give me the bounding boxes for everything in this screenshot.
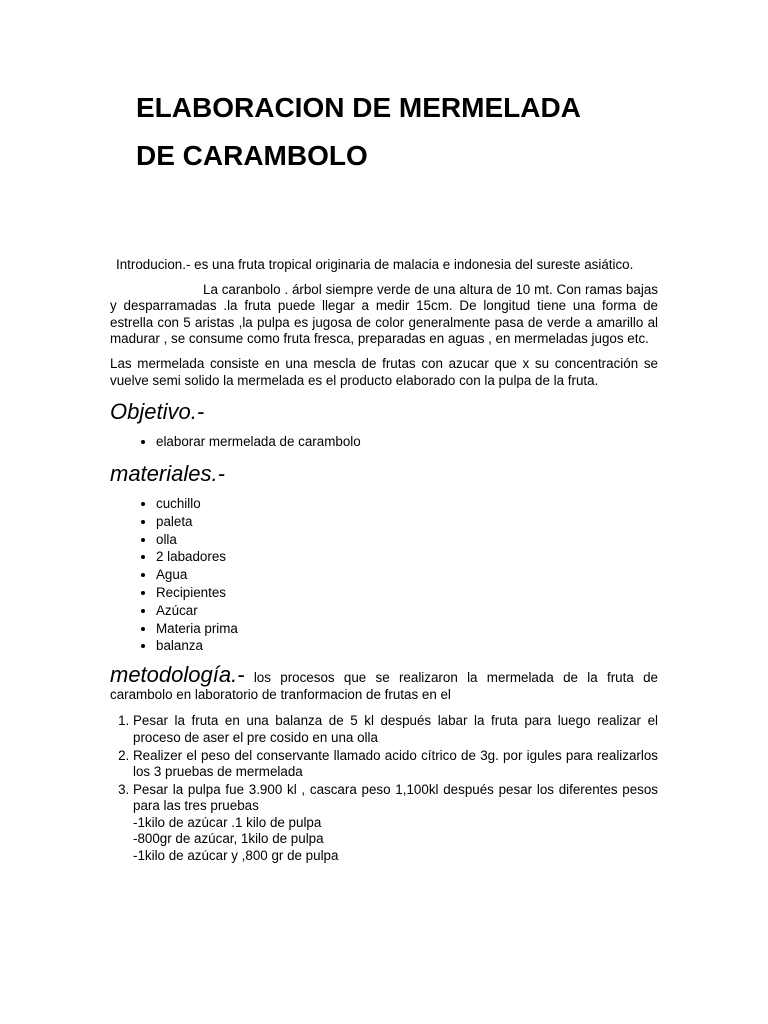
step-item bbox=[133, 713, 658, 746]
metodologia-steps bbox=[110, 713, 658, 864]
materiales-item: • Agua bbox=[156, 566, 658, 584]
title-line-2: DE CARAMBOLO bbox=[136, 140, 368, 171]
materiales-heading: materiales.- bbox=[110, 460, 225, 486]
materiales-item: • balanza bbox=[156, 637, 658, 655]
materiales-list bbox=[110, 495, 658, 655]
objetivo-heading: Objetivo.- bbox=[110, 399, 205, 425]
step-subline: -800gr de azúcar, 1kilo de pulpa bbox=[133, 831, 324, 847]
step-subline: -1kilo de azúcar y ,800 gr de pulpa bbox=[133, 848, 339, 864]
step-subline: -1kilo de azúcar .1 kilo de pulpa bbox=[133, 814, 322, 830]
intro-paragraph-3: Las mermelada consiste en una mescla de frutas con azucar que x su concentración se vuelve semi solido la mermelada es el producto elaborado con la pulpa de la fruta. bbox=[110, 355, 658, 388]
materiales-item: • cuchillo bbox=[156, 495, 658, 513]
document-body bbox=[110, 257, 658, 866]
step-text: Realizer el peso del conservante llamado acido cítrico de 3g. por igules para realizarlos los 3 pruebas de mermelada bbox=[133, 747, 658, 780]
materiales-item: • Recipientes bbox=[156, 584, 658, 602]
materiales-item: • Materia prima bbox=[156, 620, 658, 638]
objetivo-list bbox=[110, 433, 658, 451]
metodologia-heading: metodología.- bbox=[110, 662, 245, 688]
intro-paragraph-2: La caranbolo . árbol siempre verde de una altura de 10 mt. Con ramas bajas y desparramadas .la fruta puede llegar a medir 15cm. De longitud tiene una forma de estrella con 5 aristas ,la pulpa es jugosa de color generalmente pasa de verde a amarillo al madurar , se consume como fruta fresca, preparadas en aguas , en mermeladas jugos etc. bbox=[110, 281, 658, 347]
step-text: Pesar la fruta en una balanza de 5 kl después labar la fruta para luego realizar el proceso de aser el pre cosido en una olla bbox=[133, 713, 658, 745]
document-title bbox=[136, 84, 696, 180]
materiales-item: • Azúcar bbox=[156, 602, 658, 620]
step-text: Pesar la pulpa fue 3.900 kl , cascara peso 1,100kl después pesar los diferentes pesos para las tres pruebas bbox=[133, 781, 658, 814]
materiales-item: • 2 labadores bbox=[156, 548, 658, 566]
metodologia-paragraph bbox=[110, 662, 658, 703]
title-line-1: ELABORACION DE MERMELADA bbox=[136, 92, 581, 123]
intro-paragraph-1: Introducion.- es una fruta tropical originaria de malacia e indonesia del sureste asiático. bbox=[116, 257, 634, 272]
step-item bbox=[133, 782, 658, 865]
materiales-item: • paleta bbox=[156, 513, 658, 531]
step-item bbox=[133, 748, 658, 781]
metodologia-intro: los procesos que se realizaron la mermelada de la fruta de carambolo en laboratorio de tranformacion de frutas en el bbox=[110, 670, 658, 702]
objetivo-item: • elaborar mermelada de carambolo bbox=[156, 433, 658, 451]
materiales-item: • olla bbox=[156, 531, 658, 549]
